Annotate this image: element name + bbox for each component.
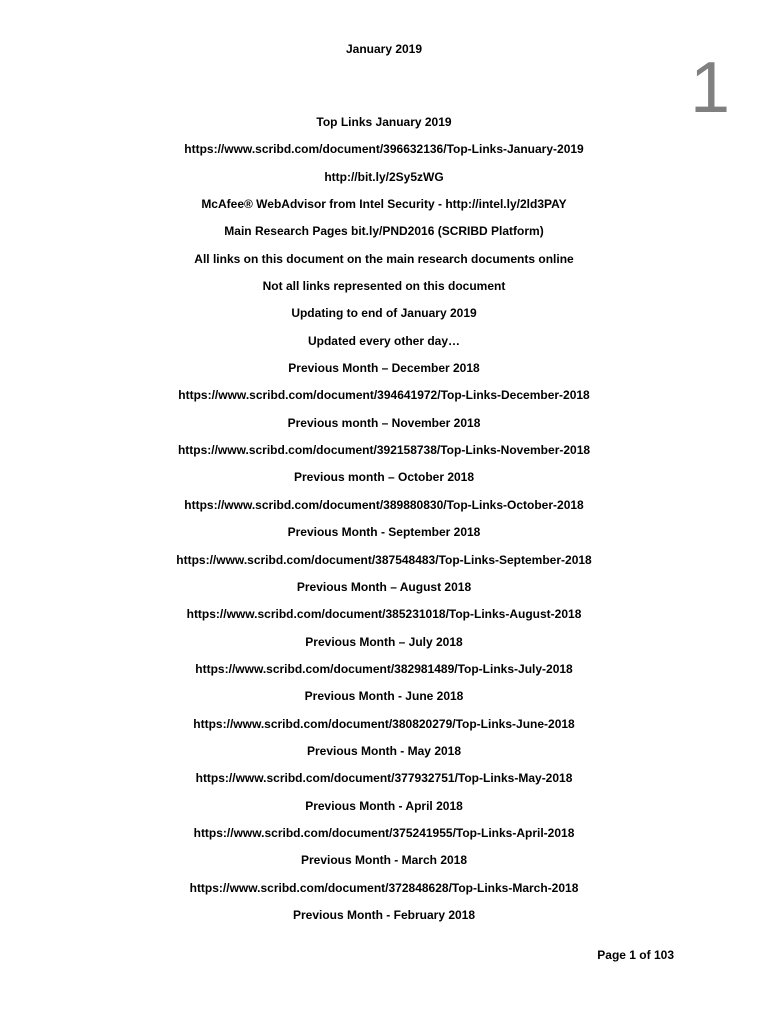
link-march-2018[interactable]: https://www.scribd.com/document/372848628/Top-Links-March-2018 [189,880,579,895]
heading-previous-february-2018: Previous Month - February 2018 [292,907,476,922]
link-april-2018[interactable]: https://www.scribd.com/document/375241955/Top-Links-April-2018 [193,825,575,840]
link-november-2018[interactable]: https://www.scribd.com/document/392158738/Top-Links-November-2018 [177,443,591,458]
link-september-2018[interactable]: https://www.scribd.com/document/387548483/Top-Links-September-2018 [176,552,592,567]
page-number-large: 1 [689,48,730,128]
heading-previous-november-2018: Previous month – November 2018 [287,415,481,430]
content-lines [0,112,768,932]
line-title: Top Links January 2019 [316,115,452,129]
heading-previous-june-2018: Previous Month - June 2018 [304,689,464,704]
link-august-2018[interactable]: https://www.scribd.com/document/385231018/Top-Links-August-2018 [186,607,582,622]
line-note-all-links: All links on this document on the main research documents online [194,251,574,266]
link-short-bitly[interactable]: http://bit.ly/2Sy5zWG [324,169,444,184]
line-main-research-pages[interactable]: Main Research Pages bit.ly/PND2016 (SCRIBD Platform) [224,224,544,239]
header-date: January 2019 [345,42,423,56]
heading-previous-august-2018: Previous Month – August 2018 [296,579,472,594]
line-note-updated-every: Updated every other day… [307,333,461,348]
link-december-2018[interactable]: https://www.scribd.com/document/394641972/Top-Links-December-2018 [178,388,590,403]
heading-previous-december-2018: Previous Month – December 2018 [288,361,480,376]
heading-previous-july-2018: Previous Month – July 2018 [305,634,463,649]
heading-previous-april-2018: Previous Month - April 2018 [305,798,463,813]
heading-previous-september-2018: Previous Month - September 2018 [287,525,481,540]
link-july-2018[interactable]: https://www.scribd.com/document/382981489/Top-Links-July-2018 [195,661,573,676]
line-note-updating: Updating to end of January 2019 [291,306,477,321]
link-june-2018[interactable]: https://www.scribd.com/document/380820279/Top-Links-June-2018 [193,716,575,731]
link-october-2018[interactable]: https://www.scribd.com/document/389880830/Top-Links-October-2018 [184,497,584,512]
page-footer-label: Page 1 of 103 [597,948,674,962]
line-note-not-all-links: Not all links represented on this document [262,279,506,294]
line-mcafee-link[interactable]: McAfee® WebAdvisor from Intel Security - http://intel.ly/2ld3PAY [201,197,567,212]
heading-previous-may-2018: Previous Month - May 2018 [306,743,462,758]
heading-previous-march-2018: Previous Month - March 2018 [300,853,468,868]
link-january-2019[interactable]: https://www.scribd.com/document/396632136/Top-Links-January-2019 [184,142,584,157]
link-may-2018[interactable]: https://www.scribd.com/document/377932751/Top-Links-May-2018 [195,771,573,786]
heading-previous-october-2018: Previous month – October 2018 [293,470,475,485]
